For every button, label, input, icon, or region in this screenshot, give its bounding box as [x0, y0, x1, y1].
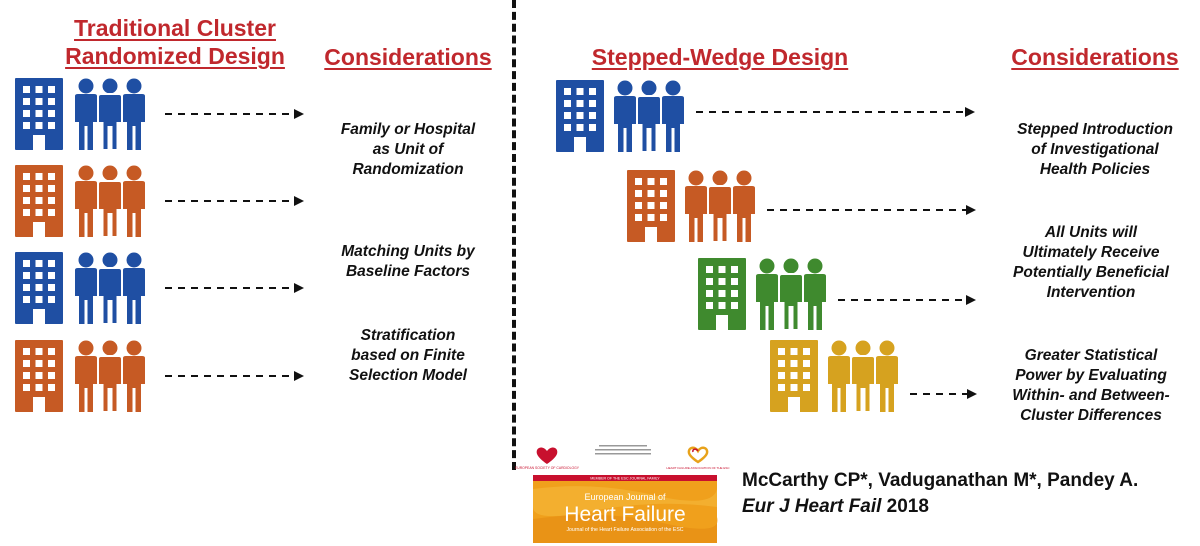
citation-authors: McCarthy CP*, Vaduganathan M*, Pandey A.: [742, 470, 1139, 491]
cover-journal-subtitle: Journal of the Heart Failure Association of the ESC: [566, 527, 684, 533]
cover-society-right: HEART FAILURE ASSOCIATION OF THE ESC: [666, 466, 730, 470]
people-group-icon: [75, 252, 145, 325]
consideration-line: Stepped Introduction: [1017, 121, 1173, 138]
building-icon: [15, 165, 63, 237]
people-group-icon: [685, 170, 755, 243]
dashed-arrow-icon: [696, 107, 975, 117]
building-icon: [627, 170, 675, 242]
dashed-arrow-icon: [910, 389, 977, 399]
cover-journal-line1: European Journal of: [584, 492, 666, 502]
consideration-line: Intervention: [1046, 284, 1136, 301]
left-row-2-graphic: [15, 165, 335, 237]
left-row-3-graphic: [15, 252, 335, 324]
building-icon: [698, 258, 746, 330]
people-group-icon: [75, 340, 145, 413]
right-row-4-graphic: [770, 340, 990, 416]
dashed-arrow-icon: [165, 371, 304, 381]
left-row-4: [15, 340, 335, 412]
consideration-line: Randomization: [352, 161, 464, 178]
consideration-line: of Investigational: [1031, 141, 1159, 158]
left-row-2: [15, 165, 335, 237]
left-row-1-graphic: [15, 78, 335, 150]
right-consideration-2: [985, 223, 1197, 303]
consideration-line: Baseline Factors: [345, 263, 471, 280]
dashed-arrow-icon: [165, 109, 304, 119]
consideration-line: All Units will: [1044, 224, 1138, 241]
citation-year: 2018: [881, 496, 929, 517]
citation-source: [742, 494, 1138, 520]
left-row-4-graphic: [15, 340, 335, 412]
left-row-3: [15, 252, 335, 324]
right-row-4: [770, 340, 990, 416]
consideration-line: Potentially Beneficial: [1013, 264, 1169, 281]
cover-society-left: EUROPEAN SOCIETY OF CARDIOLOGY: [515, 466, 579, 470]
journal-cover-image: [515, 437, 730, 543]
dashed-arrow-icon: [767, 205, 976, 215]
right-consideration-1: [995, 120, 1195, 180]
cover-journal-title: Heart Failure: [564, 503, 686, 526]
left-design-title-line1: Traditional Cluster: [74, 15, 276, 41]
building-icon: [15, 252, 63, 324]
consideration-line: Greater Statistical: [1024, 347, 1158, 364]
consideration-line: as Unit of: [372, 141, 444, 158]
dashed-arrow-icon: [165, 283, 304, 293]
people-group-icon: [828, 340, 898, 413]
journal-cover-graphic: [515, 437, 730, 543]
people-group-icon: [75, 78, 145, 151]
right-design-title: Stepped-Wedge Design: [591, 44, 849, 70]
dashed-arrow-icon: [165, 196, 304, 206]
vertical-dashed-divider: [512, 0, 516, 470]
people-group-icon: [75, 165, 145, 238]
dashed-arrow-icon: [838, 295, 976, 305]
consideration-line: Stratification: [360, 327, 456, 344]
citation: [742, 468, 1138, 520]
building-icon: [15, 340, 63, 412]
building-icon: [770, 340, 818, 412]
left-consideration-3: [318, 326, 498, 386]
consideration-line: Cluster Differences: [1020, 407, 1162, 424]
consideration-line: Matching Units by: [341, 243, 475, 260]
right-row-2-graphic: [627, 170, 987, 242]
left-design-title-line2: Randomized Design: [65, 43, 285, 69]
consideration-line: Health Policies: [1039, 161, 1151, 178]
building-icon: [556, 80, 604, 152]
left-design-title: [40, 14, 310, 70]
right-row-3-graphic: [698, 258, 988, 334]
right-consideration-3: [985, 346, 1197, 426]
building-icon: [15, 78, 63, 150]
consideration-line: Within- and Between-: [1012, 387, 1170, 404]
people-group-icon: [756, 258, 826, 331]
consideration-line: Selection Model: [349, 367, 467, 384]
right-row-3: [698, 258, 988, 334]
right-row-1-graphic: [556, 80, 986, 152]
right-row-1: [556, 80, 986, 152]
left-row-1: [15, 78, 335, 150]
consideration-line: Power by Evaluating: [1015, 367, 1167, 384]
left-considerations-title: Considerations: [324, 44, 492, 70]
consideration-line: Ultimately Receive: [1022, 244, 1160, 261]
people-group-icon: [614, 80, 684, 153]
left-consideration-2: [318, 242, 498, 282]
right-considerations-title: Considerations: [1011, 44, 1179, 70]
right-row-2: [627, 170, 987, 242]
left-consideration-1: [318, 120, 498, 180]
consideration-line: based on Finite: [351, 347, 465, 364]
cover-banner: MEMBER OF THE ESC JOURNAL FAMILY: [590, 476, 660, 481]
consideration-line: Family or Hospital: [340, 121, 476, 138]
citation-journal: Eur J Heart Fail: [742, 496, 882, 517]
